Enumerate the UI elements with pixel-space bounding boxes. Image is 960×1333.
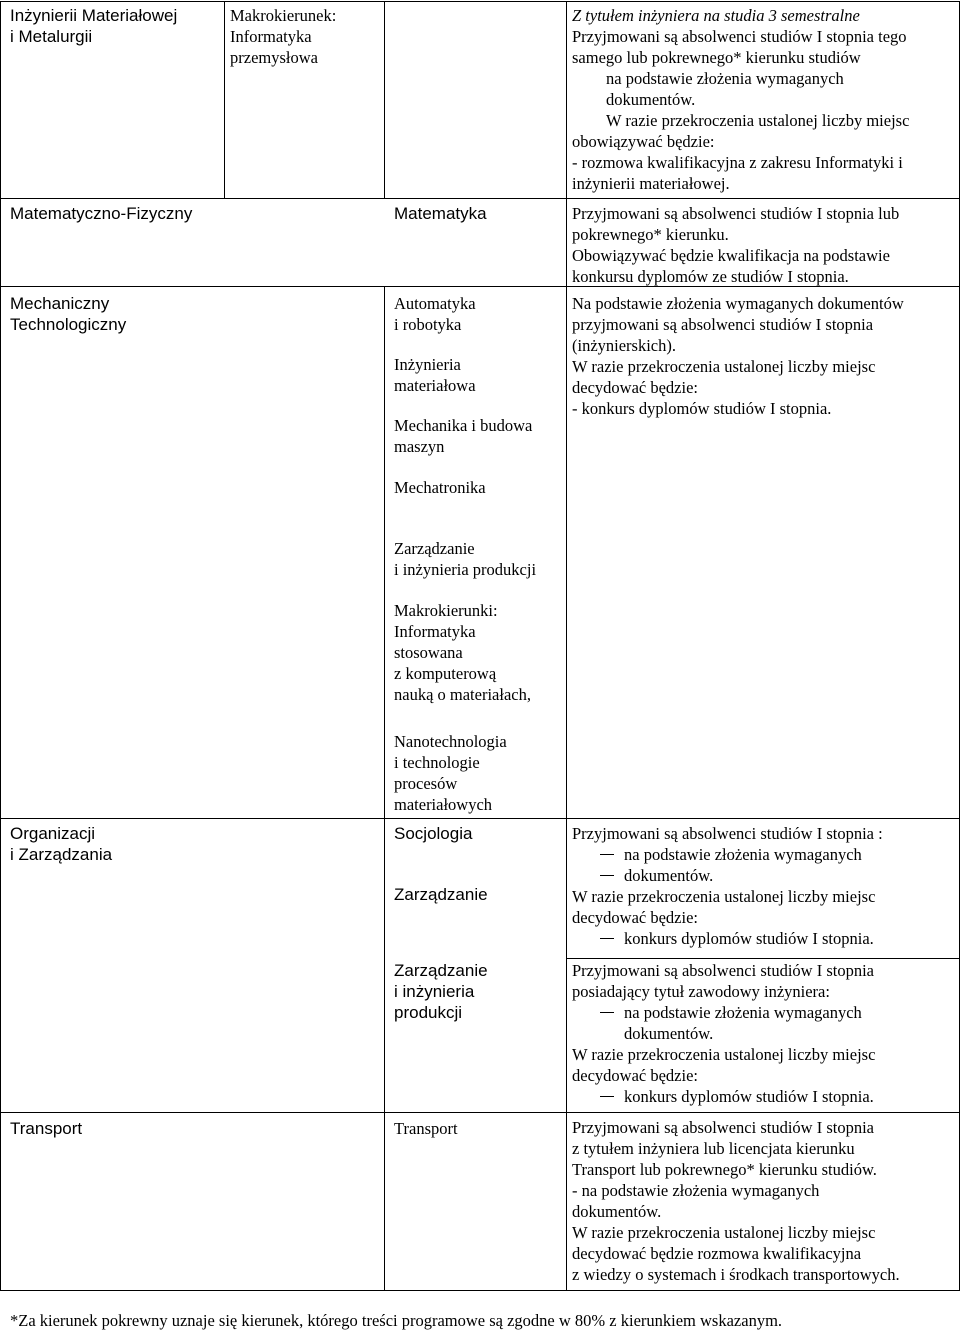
conditions-line: Przyjmowani są absolwenci studiów I stopnia tego bbox=[572, 27, 907, 46]
conditions-line: Obowiązywać będzie kwalifikacja na podstawie bbox=[572, 246, 890, 265]
field-org-1 bbox=[394, 823, 472, 844]
conditions-line: Przyjmowani są absolwenci studiów I stopnia lub bbox=[572, 204, 900, 223]
conditions-line: - konkurs dyplomów studiów I stopnia. bbox=[572, 399, 832, 418]
field-mech-7 bbox=[394, 731, 507, 815]
conditions-line: z tytułem inżyniera lub licencjata kierunku bbox=[572, 1139, 855, 1158]
conditions-bullet: konkurs dyplomów studiów I stopnia. bbox=[572, 1086, 875, 1107]
field-line: Informatyka bbox=[394, 622, 476, 641]
faculty-metal-line: i Metalurgii bbox=[10, 27, 93, 46]
field-line: i inżynieria bbox=[394, 982, 475, 1001]
conditions-line: W razie przekroczenia ustalonej liczby miejsc bbox=[572, 1223, 876, 1242]
conditions-line: na podstawie złożenia wymaganych bbox=[606, 69, 844, 88]
field-org-2 bbox=[394, 884, 488, 905]
conditions-line: inżynierii materiałowej. bbox=[572, 174, 730, 193]
conditions-line: posiadający tytuł zawodowy inżyniera: bbox=[572, 982, 830, 1001]
field-line: Makrokierunki: bbox=[394, 601, 498, 620]
field-line: z komputerową bbox=[394, 664, 497, 683]
field-metal bbox=[230, 5, 336, 68]
field-line: i inżynieria produkcji bbox=[394, 560, 537, 579]
conditions-line bbox=[572, 865, 883, 886]
conditions-line-text: dokumentów. bbox=[624, 866, 714, 885]
field-line: materiałowa bbox=[394, 376, 476, 395]
cell-divider-org bbox=[566, 958, 960, 959]
conditions-line: Z tytułem inżyniera na studia 3 semestralne bbox=[572, 6, 860, 25]
faculty-org-line: Organizacji bbox=[10, 824, 96, 843]
conditions-org-a bbox=[572, 823, 883, 949]
conditions-line: samego lub pokrewnego* kierunku studiów bbox=[572, 48, 861, 67]
row-divider-1 bbox=[0, 198, 960, 199]
conditions-mech bbox=[572, 293, 904, 419]
col-divider-c bbox=[566, 1, 567, 1291]
field-line: Mechatronika bbox=[394, 478, 486, 497]
field-mech-1 bbox=[394, 293, 476, 335]
field-mech-4 bbox=[394, 477, 486, 498]
field-org-3 bbox=[394, 960, 488, 1023]
field-line: Zarządzanie bbox=[394, 961, 488, 980]
field-line: stosowana bbox=[394, 643, 463, 662]
conditions-line: obowiązywać będzie: bbox=[572, 132, 715, 151]
conditions-line: dokumentów. bbox=[572, 1202, 662, 1221]
field-line: Socjologia bbox=[394, 824, 473, 843]
conditions-line: - rozmowa kwalifikacyjna z zakresu Informatyki i bbox=[572, 153, 903, 172]
conditions-line: z wiedzy o systemach i środkach transportowych. bbox=[572, 1265, 900, 1284]
conditions-line: przyjmowani są absolwenci studiów I stopnia bbox=[572, 315, 874, 334]
conditions-line: dokumentów. bbox=[606, 90, 696, 109]
conditions-line: (inżynierskich). bbox=[572, 336, 677, 355]
field-mech-5 bbox=[394, 538, 536, 580]
conditions-org-b bbox=[572, 960, 875, 1107]
col-divider-b-top bbox=[384, 1, 385, 199]
faculty-mech-line: Technologiczny bbox=[10, 315, 127, 334]
conditions-line: konkursu dyplomów ze studiów I stopnia. bbox=[572, 267, 849, 286]
field-metal-line: Makrokierunek: bbox=[230, 6, 337, 25]
conditions-line: Przyjmowani są absolwenci studiów I stopnia bbox=[572, 961, 874, 980]
col-divider-b bbox=[384, 286, 385, 1291]
conditions-line: W razie przekroczenia ustalonej liczby miejsc bbox=[572, 887, 876, 906]
conditions-line: decydować będzie rozmowa kwalifikacyjna bbox=[572, 1244, 862, 1263]
field-line: procesów bbox=[394, 774, 458, 793]
conditions-line: decydować będzie: bbox=[572, 378, 698, 397]
field-transport bbox=[394, 1118, 458, 1139]
field-line: maszyn bbox=[394, 437, 445, 456]
footnote-text: *Za kierunek pokrewny uznaje się kierunek, którego treści programowe są zgodne w 80% z kierunkiem wskazanym. bbox=[10, 1311, 783, 1330]
faculty-org bbox=[10, 823, 112, 865]
conditions-line: Przyjmowani są absolwenci studiów I stopnia bbox=[572, 1118, 874, 1137]
faculty-mech-line: Mechaniczny bbox=[10, 294, 110, 313]
conditions-bullet: na podstawie złożenia wymaganych bbox=[572, 844, 883, 865]
table-left-border bbox=[0, 1, 1, 1291]
conditions-bullet: konkurs dyplomów studiów I stopnia. bbox=[572, 928, 883, 949]
field-line: Mechanika i budowa bbox=[394, 416, 533, 435]
field-line: Automatyka bbox=[394, 294, 476, 313]
faculty-matfiz-line: Matematyczno-Fizyczny bbox=[10, 204, 193, 223]
field-line: Zarządzanie bbox=[394, 539, 475, 558]
field-line: Zarządzanie bbox=[394, 885, 488, 904]
col-divider-a bbox=[224, 1, 225, 199]
table-top-border bbox=[0, 1, 960, 2]
conditions-line: W razie przekroczenia ustalonej liczby miejsc bbox=[606, 111, 910, 130]
field-matfiz bbox=[394, 203, 487, 224]
field-mech-6 bbox=[394, 600, 531, 705]
faculty-mech bbox=[10, 293, 126, 335]
conditions-transport bbox=[572, 1117, 900, 1285]
field-metal-line: Informatyka bbox=[230, 27, 312, 46]
faculty-metal-line: Inżynierii Materiałowej bbox=[10, 6, 178, 25]
field-line: i technologie bbox=[394, 753, 480, 772]
conditions-line: decydować będzie: bbox=[572, 1066, 698, 1085]
field-matfiz-line: Matematyka bbox=[394, 204, 487, 223]
field-line: nauką o materiałach, bbox=[394, 685, 531, 704]
field-line: Inżynieria bbox=[394, 355, 461, 374]
footnote bbox=[10, 1310, 782, 1331]
conditions-line: W razie przekroczenia ustalonej liczby miejsc bbox=[572, 1045, 876, 1064]
conditions-line: Na podstawie złożenia wymaganych dokumentów bbox=[572, 294, 904, 313]
row-divider-3 bbox=[0, 818, 960, 819]
conditions-line: W razie przekroczenia ustalonej liczby miejsc bbox=[572, 357, 876, 376]
field-line: i robotyka bbox=[394, 315, 462, 334]
field-mech-3 bbox=[394, 415, 532, 457]
field-line: produkcji bbox=[394, 1003, 463, 1022]
conditions-line: pokrewnego* kierunku. bbox=[572, 225, 729, 244]
conditions-bullet: na podstawie złożenia wymaganych bbox=[572, 1002, 875, 1023]
faculty-matfiz bbox=[10, 203, 192, 224]
table-bottom-border bbox=[0, 1290, 960, 1291]
field-line: materiałowych bbox=[394, 795, 493, 814]
conditions-matfiz bbox=[572, 203, 899, 287]
faculty-org-line: i Zarządzania bbox=[10, 845, 113, 864]
conditions-line: - na podstawie złożenia wymaganych bbox=[572, 1181, 820, 1200]
conditions-metal bbox=[572, 5, 909, 194]
conditions-line: dokumentów. bbox=[624, 1024, 714, 1043]
conditions-line: Przyjmowani są absolwenci studiów I stopnia : bbox=[572, 824, 883, 843]
conditions-line: decydować będzie: bbox=[572, 908, 698, 927]
faculty-transport bbox=[10, 1118, 82, 1139]
faculty-transport-line: Transport bbox=[10, 1119, 83, 1138]
field-metal-line: przemysłowa bbox=[230, 48, 318, 67]
field-line: Transport bbox=[394, 1119, 458, 1138]
faculty-metal bbox=[10, 5, 177, 47]
field-line: Nanotechnologia bbox=[394, 732, 507, 751]
field-mech-2 bbox=[394, 354, 476, 396]
row-divider-4 bbox=[0, 1112, 960, 1113]
conditions-line: Transport lub pokrewnego* kierunku studiów. bbox=[572, 1160, 877, 1179]
